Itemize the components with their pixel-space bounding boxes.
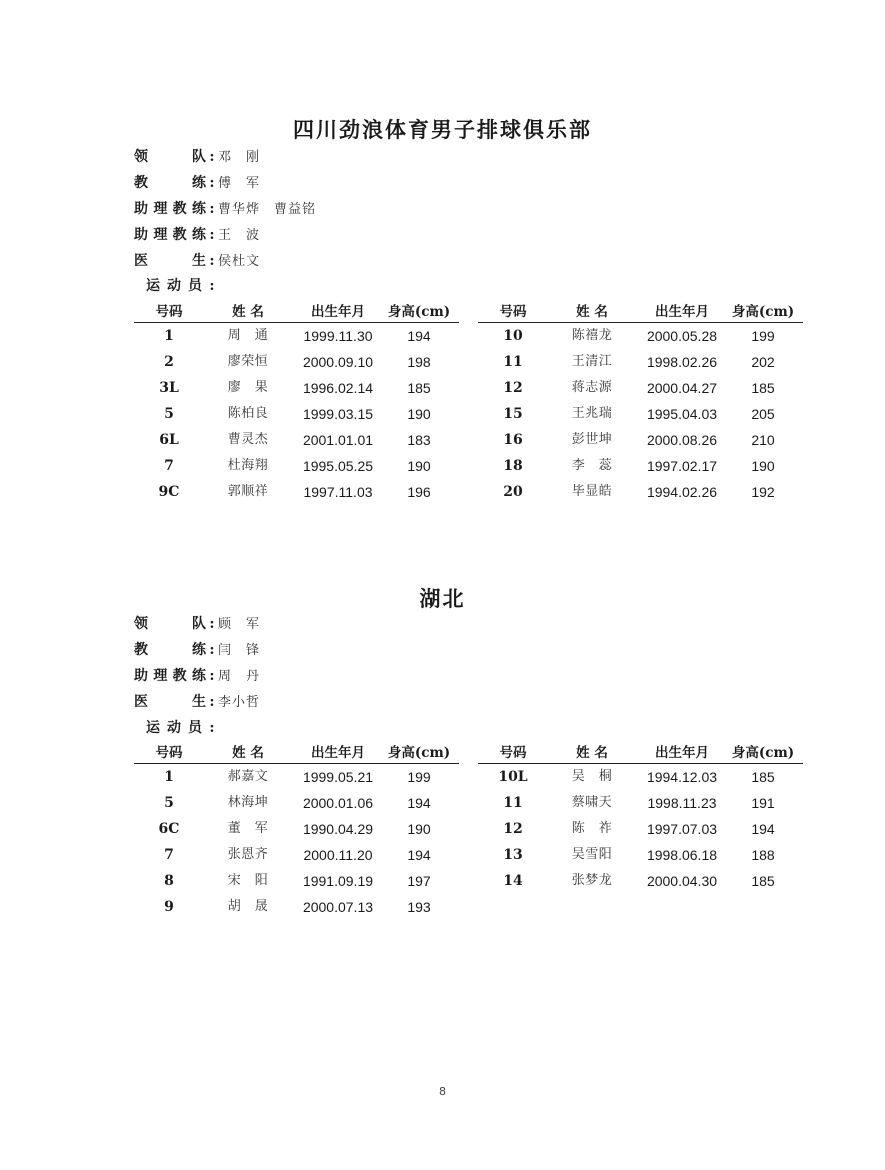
staff-value: 李小哲 bbox=[218, 695, 261, 710]
player-number: 1 bbox=[164, 769, 174, 785]
roster-row bbox=[478, 479, 803, 505]
player-name: 吴雪阳 bbox=[571, 847, 613, 862]
staff-role: 助理教练 bbox=[134, 668, 206, 684]
roster-row bbox=[478, 427, 803, 453]
player-name: 李 蕊 bbox=[571, 458, 613, 473]
player-birth-date: 1994.02.26 bbox=[646, 484, 718, 500]
player-number: 2 bbox=[164, 354, 174, 370]
roster-row bbox=[134, 323, 459, 349]
player-height: 197 bbox=[407, 873, 431, 889]
player-number: 10L bbox=[498, 769, 528, 785]
roster-row bbox=[478, 349, 803, 375]
team-title: 湖北 bbox=[419, 586, 466, 611]
player-name: 林海坤 bbox=[227, 795, 269, 810]
player-height: 192 bbox=[751, 484, 775, 500]
player-number: 11 bbox=[503, 354, 523, 370]
player-number: 8 bbox=[164, 873, 174, 889]
staff-leader: 领 队 : 顾 军 bbox=[134, 613, 260, 635]
player-number: 12 bbox=[503, 821, 523, 837]
player-name: 董 军 bbox=[227, 821, 269, 836]
player-height: 194 bbox=[407, 328, 431, 344]
player-number: 11 bbox=[503, 795, 523, 811]
header-height: 身高(cm) bbox=[387, 304, 451, 320]
roster-body bbox=[134, 323, 459, 505]
player-number: 16 bbox=[503, 432, 523, 448]
roster-header bbox=[134, 302, 459, 323]
player-number: 18 bbox=[503, 458, 523, 474]
player-height: 185 bbox=[751, 769, 775, 785]
staff-role: 教 练 bbox=[134, 175, 206, 191]
player-number: 7 bbox=[164, 847, 174, 863]
roster-row bbox=[134, 401, 459, 427]
header-name: 姓 名 bbox=[232, 304, 264, 320]
player-name: 廖荣恒 bbox=[227, 354, 269, 369]
staff-role: 运动员 bbox=[146, 720, 202, 736]
staff-role: 医 生 bbox=[134, 694, 206, 710]
player-name: 廖 果 bbox=[227, 380, 269, 395]
roster-left bbox=[134, 302, 459, 505]
player-birth-date: 1996.02.14 bbox=[302, 380, 374, 396]
player-name: 宋 阳 bbox=[227, 873, 269, 888]
header-birth: 出生年月 bbox=[655, 304, 709, 320]
player-name: 陈 祚 bbox=[571, 821, 613, 836]
player-number: 5 bbox=[164, 406, 174, 422]
player-name: 王兆瑞 bbox=[571, 406, 613, 421]
player-birth-date: 1995.05.25 bbox=[302, 458, 374, 474]
player-birth-date: 1999.11.30 bbox=[303, 328, 373, 344]
staff-athletes-label: 运动员 : bbox=[146, 717, 222, 739]
staff-value: 王 波 bbox=[218, 228, 261, 243]
staff-value: 闫 锋 bbox=[218, 643, 261, 658]
player-name: 杜海翔 bbox=[227, 458, 269, 473]
player-number: 6L bbox=[159, 432, 179, 448]
player-name: 张恩齐 bbox=[227, 847, 269, 862]
player-number: 5 bbox=[164, 795, 174, 811]
roster-row bbox=[134, 453, 459, 479]
player-name: 吴 桐 bbox=[571, 769, 613, 784]
staff-role: 领 队 bbox=[134, 616, 206, 632]
roster-row bbox=[478, 842, 803, 868]
staff-value: 侯杜文 bbox=[218, 254, 261, 269]
player-name: 曹灵杰 bbox=[227, 432, 269, 447]
player-name: 王清江 bbox=[571, 354, 613, 369]
roster-header bbox=[478, 743, 803, 764]
header-birth: 出生年月 bbox=[311, 304, 365, 320]
header-name: 姓 名 bbox=[576, 745, 608, 761]
player-number: 6C bbox=[158, 821, 180, 837]
player-birth-date: 2000.04.27 bbox=[646, 380, 718, 396]
player-name: 陈禧龙 bbox=[571, 328, 613, 343]
roster-row bbox=[478, 764, 803, 790]
player-birth-date: 1994.12.03 bbox=[646, 769, 718, 785]
roster-row bbox=[478, 375, 803, 401]
staff-role: 教 练 bbox=[134, 642, 206, 658]
player-birth-date: 2000.05.28 bbox=[646, 328, 718, 344]
staff-assistant-coach: 助理教练 : 曹华烨 曹益铭 bbox=[134, 198, 316, 220]
player-birth-date: 2000.01.06 bbox=[302, 795, 374, 811]
staff-coach: 教 练 : 闫 锋 bbox=[134, 639, 260, 661]
player-height: 190 bbox=[407, 458, 431, 474]
player-height: 190 bbox=[407, 406, 431, 422]
staff-doctor: 医 生 : 李小哲 bbox=[134, 691, 260, 713]
roster-row bbox=[478, 453, 803, 479]
roster-row bbox=[478, 816, 803, 842]
roster-header bbox=[134, 743, 459, 764]
staff-athletes-label: 运动员 : bbox=[146, 275, 222, 297]
player-birth-date: 1997.07.03 bbox=[646, 821, 718, 837]
staff-role: 医 生 bbox=[134, 253, 206, 269]
player-birth-date: 1999.05.21 bbox=[302, 769, 374, 785]
player-birth-date: 2000.04.30 bbox=[646, 873, 718, 889]
header-name: 姓 名 bbox=[576, 304, 608, 320]
player-height: 191 bbox=[751, 795, 775, 811]
player-birth-date: 1997.02.17 bbox=[646, 458, 718, 474]
staff-value: 傅 军 bbox=[218, 176, 261, 191]
roster-row bbox=[134, 790, 459, 816]
player-name: 张梦龙 bbox=[571, 873, 613, 888]
player-number: 9C bbox=[158, 484, 180, 500]
player-birth-date: 1995.04.03 bbox=[646, 406, 718, 422]
player-number: 1 bbox=[164, 328, 174, 344]
roster-row bbox=[134, 868, 459, 894]
player-number: 10 bbox=[503, 328, 523, 344]
roster-row bbox=[134, 375, 459, 401]
player-height: 190 bbox=[407, 821, 431, 837]
staff-value: 邓 刚 bbox=[218, 150, 261, 165]
staff-assistant-coach: 助理教练 : 周 丹 bbox=[134, 665, 260, 687]
roster-row bbox=[134, 349, 459, 375]
player-birth-date: 2000.08.26 bbox=[646, 432, 718, 448]
player-height: 199 bbox=[751, 328, 775, 344]
player-number: 14 bbox=[503, 873, 523, 889]
roster-body bbox=[478, 323, 803, 505]
player-height: 205 bbox=[751, 406, 775, 422]
page-number: 8 bbox=[439, 1085, 446, 1098]
player-name: 毕显皓 bbox=[571, 484, 613, 499]
roster-right bbox=[478, 302, 803, 505]
staff-role: 助理教练 bbox=[134, 227, 206, 243]
player-height: 199 bbox=[407, 769, 431, 785]
roster-header bbox=[478, 302, 803, 323]
player-number: 13 bbox=[503, 847, 523, 863]
roster-body bbox=[134, 764, 459, 920]
staff-doctor: 医 生 : 侯杜文 bbox=[134, 250, 260, 272]
player-name: 胡 晟 bbox=[227, 899, 269, 914]
roster-right bbox=[478, 743, 803, 894]
header-height: 身高(cm) bbox=[387, 745, 451, 761]
player-height: 194 bbox=[407, 795, 431, 811]
header-height: 身高(cm) bbox=[731, 745, 795, 761]
player-name: 彭世坤 bbox=[571, 432, 613, 447]
player-birth-date: 2000.07.13 bbox=[302, 899, 374, 915]
player-birth-date: 1991.09.19 bbox=[302, 873, 374, 889]
roster-row bbox=[134, 764, 459, 790]
player-height: 185 bbox=[751, 380, 775, 396]
header-height: 身高(cm) bbox=[731, 304, 795, 320]
player-birth-date: 1990.04.29 bbox=[302, 821, 374, 837]
player-number: 20 bbox=[503, 484, 523, 500]
staff-role: 领 队 bbox=[134, 149, 206, 165]
header-birth: 出生年月 bbox=[311, 745, 365, 761]
player-birth-date: 1999.03.15 bbox=[302, 406, 374, 422]
player-height: 185 bbox=[407, 380, 431, 396]
staff-role: 运动员 bbox=[146, 278, 202, 294]
staff-value: 曹华烨 曹益铭 bbox=[218, 202, 317, 217]
header-number: 号码 bbox=[499, 304, 527, 320]
player-birth-date: 2000.09.10 bbox=[302, 354, 374, 370]
player-height: 193 bbox=[407, 899, 431, 915]
roster-body bbox=[478, 764, 803, 894]
player-birth-date: 2001.01.01 bbox=[302, 432, 374, 448]
header-number: 号码 bbox=[155, 304, 183, 320]
roster-row bbox=[134, 479, 459, 505]
roster-left bbox=[134, 743, 459, 920]
player-height: 198 bbox=[407, 354, 431, 370]
player-number: 9 bbox=[164, 899, 174, 915]
header-name: 姓 名 bbox=[232, 745, 264, 761]
staff-coach: 教 练 : 傅 军 bbox=[134, 172, 260, 194]
team-title: 四川劲浪体育男子排球俱乐部 bbox=[293, 117, 592, 142]
player-height: 188 bbox=[751, 847, 775, 863]
player-name: 郭顺祥 bbox=[227, 484, 269, 499]
player-birth-date: 2000.11.20 bbox=[303, 847, 373, 863]
roster-row bbox=[478, 790, 803, 816]
player-height: 194 bbox=[751, 821, 775, 837]
header-number: 号码 bbox=[499, 745, 527, 761]
player-height: 210 bbox=[751, 432, 775, 448]
roster-row bbox=[134, 816, 459, 842]
roster-row bbox=[478, 868, 803, 894]
staff-role: 助理教练 bbox=[134, 201, 206, 217]
player-birth-date: 1998.02.26 bbox=[646, 354, 718, 370]
roster-row bbox=[478, 401, 803, 427]
player-height: 183 bbox=[407, 432, 431, 448]
roster-row bbox=[134, 427, 459, 453]
player-birth-date: 1998.11.23 bbox=[647, 795, 717, 811]
player-birth-date: 1997.11.03 bbox=[303, 484, 373, 500]
player-height: 202 bbox=[751, 354, 775, 370]
player-number: 7 bbox=[164, 458, 174, 474]
roster-row bbox=[478, 323, 803, 349]
player-number: 15 bbox=[503, 406, 523, 422]
player-name: 蒋志源 bbox=[571, 380, 613, 395]
player-number: 3L bbox=[159, 380, 179, 396]
staff-leader: 领 队 : 邓 刚 bbox=[134, 146, 260, 168]
player-height: 194 bbox=[407, 847, 431, 863]
player-height: 190 bbox=[751, 458, 775, 474]
staff-value: 周 丹 bbox=[218, 669, 261, 684]
player-birth-date: 1998.06.18 bbox=[646, 847, 718, 863]
player-name: 陈柏良 bbox=[227, 406, 269, 421]
player-height: 185 bbox=[751, 873, 775, 889]
staff-assistant-coach: 助理教练 : 王 波 bbox=[134, 224, 260, 246]
roster-row bbox=[134, 842, 459, 868]
player-name: 郝嘉文 bbox=[227, 769, 269, 784]
player-name: 周 通 bbox=[227, 328, 269, 343]
roster-row bbox=[134, 894, 459, 920]
player-name: 蔡啸天 bbox=[571, 795, 613, 810]
staff-value: 顾 军 bbox=[218, 617, 261, 632]
player-height: 196 bbox=[407, 484, 431, 500]
header-number: 号码 bbox=[155, 745, 183, 761]
header-birth: 出生年月 bbox=[655, 745, 709, 761]
player-number: 12 bbox=[503, 380, 523, 396]
